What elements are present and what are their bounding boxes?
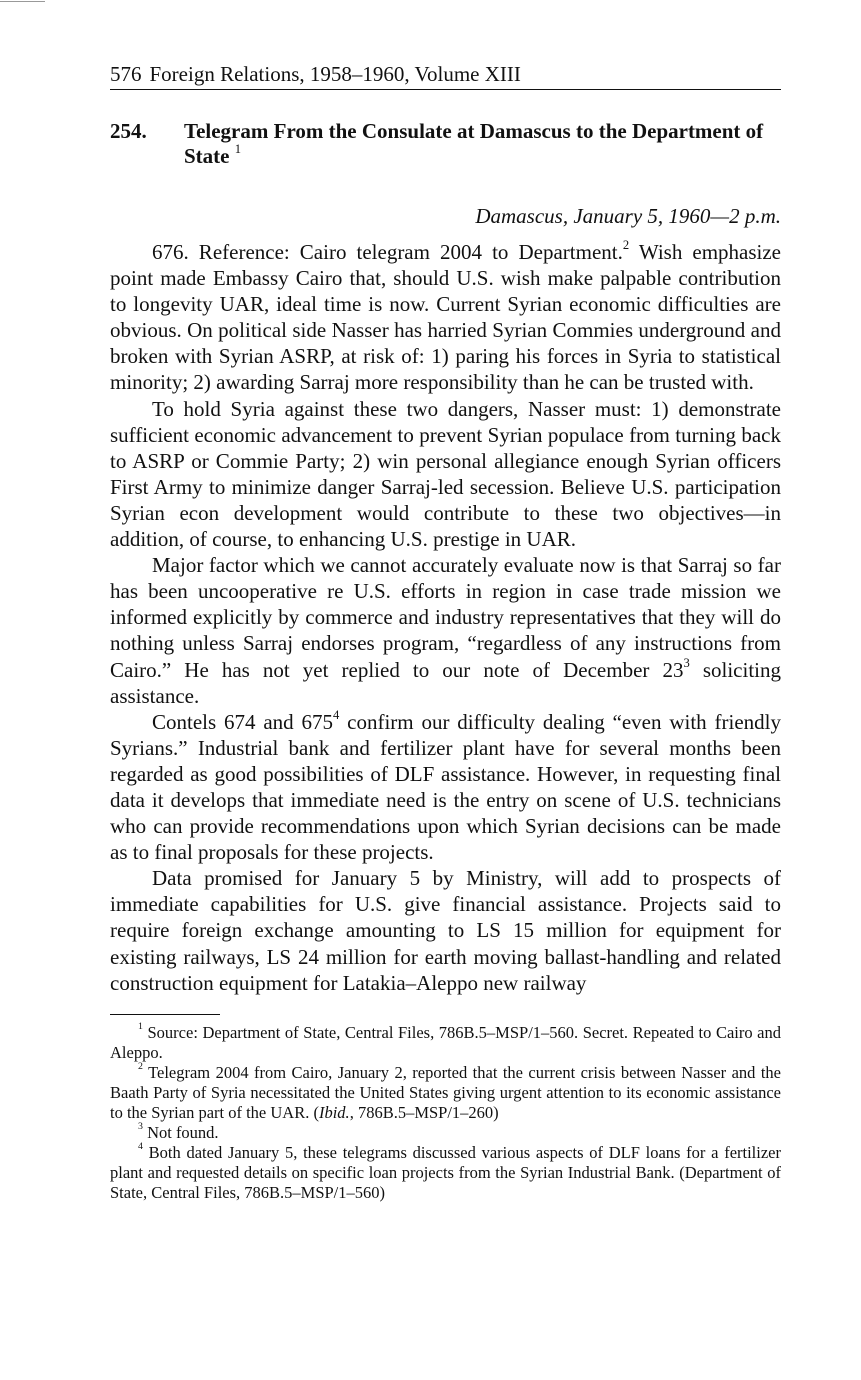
- paragraph-text: Major factor which we cannot accurately evaluate now is that Sarraj so far has been uncooperative re U.S. efforts in region in case trade mission we informed explicitly by commerce and industry representatives that they will do nothing unless Sarraj endorses program, “regardless of any instructions from Cairo.” He has not yet replied to our note of December 23: [110, 553, 781, 682]
- footnote: [110, 1143, 781, 1203]
- footnote-text: Source: Department of State, Central Files, 786B.5–MSP/1–560. Secret. Repeated to Cairo and Aleppo.: [110, 1022, 781, 1062]
- footnote-text: , 786B.5–MSP/1–260): [349, 1102, 499, 1122]
- scan-edge-rule: [0, 1, 45, 2]
- paragraph-text: Contels 674 and 675: [152, 709, 334, 734]
- footnote-number: 1: [138, 1021, 143, 1033]
- paragraph: [110, 396, 781, 553]
- footnote-text: Not found.: [142, 1122, 219, 1142]
- page-number: 576: [110, 62, 142, 86]
- footnote-number: 3: [138, 1121, 143, 1133]
- dateline: Damascus, January 5, 1960—2 p.m.: [475, 204, 781, 228]
- footnote-text: Both dated January 5, these telegrams discussed various aspects of DLF loans for a fertilizer plant and requested details on specific loan projects from the Syrian Industrial Bank. (Department of State, Central Files, 786B.5–MSP/1–560): [110, 1142, 781, 1202]
- document-title: [184, 119, 781, 169]
- footnote: [110, 1023, 781, 1063]
- paragraph-text: Wish emphasize point made Embassy Cairo that, should U.S. wish make palpable contribution to longevity UAR, ideal time is now. Current Syrian economic difficulties are obvious. On political side Nasser has harried Syrian Commies underground and broken with Syrian ASRP, at risk of: 1) paring his forces in Syria to statistical minority; 2) awarding Sarraj more responsibility than he can be trusted with.: [110, 240, 782, 395]
- paragraph: [110, 552, 781, 709]
- paragraph: [110, 865, 781, 995]
- footnote-ref: 3: [683, 655, 690, 670]
- footnote-divider: [110, 1014, 220, 1015]
- document-title-text: Telegram From the Consulate at Damascus to the Department of State: [184, 119, 764, 168]
- paragraph-text: To hold Syria against these two dangers, Nasser must: 1) demonstrate sufficient economic advancement to prevent Syrian populace from turning back to ASRP or Commie Party; 2) win personal allegiance enough Syrian officers First Army to minimize danger Sarraj-led secession. Believe U.S. participation Syrian econ development would contribute to these two objectives—in addition, of course, to enhancing U.S. prestige in UAR.: [110, 396, 781, 552]
- footnotes: [110, 1023, 781, 1203]
- footnote-ref: 2: [622, 238, 630, 252]
- footnote-text: Telegram 2004 from Cairo, January 2, reported that the current crisis between Nasser and the Baath Party of Syria necessitated the United States giving urgent attention to its economic assistance to the Syrian part of the UAR. (: [110, 1062, 781, 1122]
- document-number: 254.: [110, 119, 147, 143]
- paragraph-text: Data promised for January 5 by Ministry, will add to prospects of immediate capabilities for U.S. give financial assistance. Projects said to require foreign exchange amounting to LS 15 million for equipment for existing railways, LS 24 million for earth moving ballast-handling and related construction equipment for Latakia–Aleppo new railway: [110, 866, 781, 995]
- footnote-ref: 4: [333, 707, 340, 722]
- document-heading: [110, 119, 781, 169]
- running-head: [110, 62, 781, 90]
- footnote-italic: Ibid.: [318, 1102, 350, 1122]
- footnote: [110, 1123, 781, 1143]
- footnote-ref: 1: [234, 142, 242, 156]
- document-page: [110, 0, 781, 1203]
- paragraph-text: 676. Reference: Cairo telegram 2004 to Department.: [152, 240, 623, 264]
- footnote: [110, 1063, 781, 1123]
- paragraph-text: confirm our difficulty dealing “even with friendly Syrians.” Industrial bank and fertilizer plant have for several months been regarded as good possibilities of DLF assistance. However, in requesting final data it develops that immediate need is the entry on scene of U.S. technicians who can provide recommendations upon which Syrian decisions can be made as to final proposals for these projects.: [110, 709, 781, 865]
- paragraph: [110, 239, 781, 396]
- footnote-number: 2: [138, 1061, 143, 1073]
- telegram-body: [110, 239, 781, 996]
- paragraph-text: soliciting assistance.: [110, 657, 781, 708]
- footnote-number: 4: [138, 1141, 143, 1153]
- volume-title: Foreign Relations, 1958–1960, Volume XIII: [149, 62, 521, 86]
- paragraph: [110, 709, 781, 866]
